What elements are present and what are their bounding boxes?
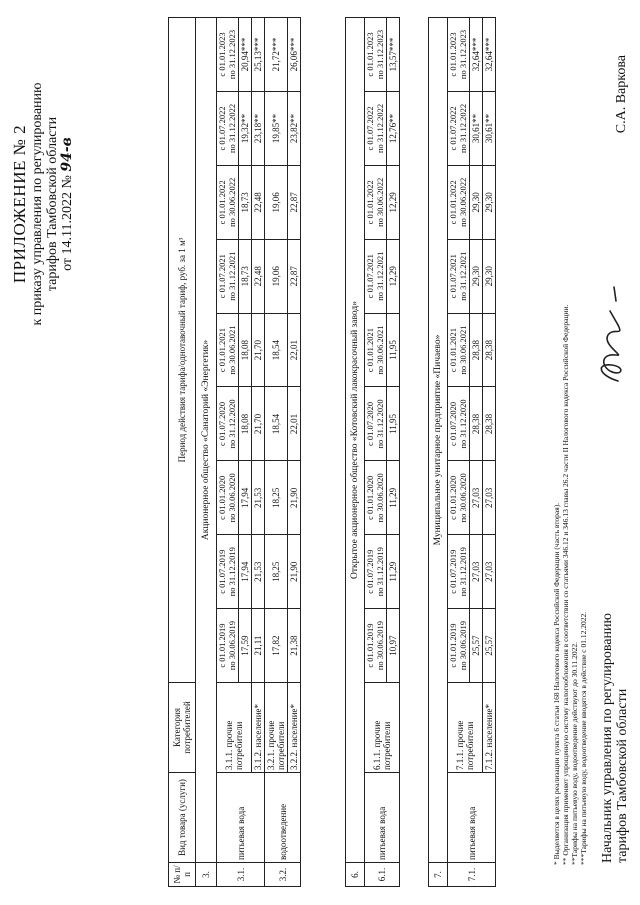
tariff-table-7	[428, 17, 496, 887]
table-row	[288, 18, 301, 887]
period-end: по 30.06.2021	[226, 325, 237, 375]
tariff-value: 22,87	[288, 239, 301, 313]
tariff-value: 25,57	[483, 609, 496, 683]
period-start: с 01.01.2023	[217, 32, 227, 77]
order-date: от 14.11.2022 №	[60, 175, 75, 271]
order-line: к приказу управления по регулированию	[30, 82, 45, 326]
period-header	[365, 165, 387, 239]
period-header	[217, 609, 239, 683]
tariff-value: 21,11	[252, 609, 265, 683]
period-header	[217, 92, 239, 166]
period-end: по 30.06.2022	[374, 177, 385, 227]
order-number: 94-в	[59, 137, 75, 172]
tariff-value: 27,03	[483, 461, 496, 535]
tariff-value: 21,90	[288, 535, 301, 609]
table-row	[252, 18, 265, 887]
period-end: по 30.06.2021	[374, 325, 385, 375]
period-start: с 01.07.2020	[448, 401, 458, 447]
tariff-value: 19,85**	[265, 92, 288, 166]
period-header	[448, 92, 470, 166]
row-no: 3.2.	[265, 863, 301, 887]
good-name: питьевая вода	[448, 773, 496, 863]
tariff-value: 26,06***	[288, 18, 301, 92]
period-header	[448, 313, 470, 387]
tariff-value: 22,01	[288, 313, 301, 387]
period-header	[217, 387, 239, 461]
period-header	[217, 18, 239, 92]
period-end: по 31.12.2019	[374, 547, 385, 597]
period-start: с 01.07.2020	[217, 401, 227, 447]
period-start: с 01.01.2019	[365, 623, 375, 668]
period-header	[217, 313, 239, 387]
period-end: по 31.12.2020	[374, 399, 385, 449]
period-header	[365, 239, 387, 313]
tariff-value: 11,95	[387, 313, 400, 387]
period-header	[217, 535, 239, 609]
tariff-value: 27,03	[483, 535, 496, 609]
period-end: по 31.12.2023	[374, 29, 385, 80]
period-header	[448, 387, 470, 461]
tariff-value: 22,48	[252, 239, 265, 313]
category-name: 6.1.1. прочие потребители	[365, 683, 400, 773]
period-end: по 30.06.2020	[374, 473, 385, 523]
org-name: Акционерное общество «Санаторий «Энергетик»	[196, 18, 217, 863]
period-start: с 01.07.2022	[365, 106, 375, 151]
period-start: с 01.01.2021	[365, 327, 375, 373]
tariff-value: 21,38	[288, 609, 301, 683]
tariff-value: 30,61**	[470, 92, 483, 166]
period-end: по 30.06.2021	[457, 325, 468, 375]
tariff-value: 18,54	[265, 313, 288, 387]
table-row	[265, 18, 288, 887]
tariff-value: 18,73	[239, 239, 252, 313]
section-no: 3.	[196, 863, 217, 887]
category-name: 7.1.1. прочие потребители	[448, 683, 483, 773]
tariff-value: 19,32**	[239, 92, 252, 166]
period-start: с 01.01.2022	[217, 180, 227, 225]
tariff-value: 19,06	[265, 239, 288, 313]
period-start: с 01.07.2021	[365, 254, 375, 299]
period-start: с 01.01.2020	[217, 475, 227, 520]
tariff-value: 30,61**	[483, 92, 496, 166]
period-end: по 31.12.2022	[226, 103, 237, 154]
period-end: по 31.12.2022	[457, 103, 468, 154]
category-name: 3.2.2. население*	[288, 683, 301, 773]
tariff-value: 25,13***	[252, 18, 265, 92]
period-start: с 01.07.2019	[217, 549, 227, 594]
footnote: ***Тарифы на питьевую воду, водоотведение вводятся в действие с 01.12.2022.	[579, 611, 588, 865]
tariff-value: 28,38	[483, 387, 496, 461]
col-no-header: № п/п	[169, 863, 196, 887]
tariff-value: 29,30	[483, 165, 496, 239]
periods-row	[448, 18, 470, 887]
tariff-value: 17,94	[239, 461, 252, 535]
period-end: по 30.06.2019	[457, 620, 468, 671]
tariff-value: 28,38	[470, 387, 483, 461]
org-name: Открытое акционерное общество «Котовский лакокрасочный завод»	[346, 18, 365, 863]
period-start: с 01.01.2022	[365, 180, 375, 225]
tariff-value: 18,08	[239, 313, 252, 387]
good-name: питьевая вода	[365, 773, 400, 863]
section-no: 6.	[346, 863, 365, 887]
tariff-value: 22,87	[288, 165, 301, 239]
period-start: с 01.01.2021	[448, 327, 458, 373]
tariff-value: 21,72***	[265, 18, 288, 92]
signatory-name: С.А. Варкова	[614, 55, 629, 134]
period-header	[365, 461, 387, 535]
period-header	[448, 239, 470, 313]
tariff-value: 13,57***	[387, 18, 400, 92]
tariff-value: 21,70	[252, 387, 265, 461]
good-name: водоотведение	[265, 773, 301, 863]
period-start: с 01.01.2020	[448, 475, 458, 520]
tariff-value: 18,25	[265, 461, 288, 535]
tariff-value: 29,30	[470, 165, 483, 239]
position-line: Начальник управления по регулированию	[600, 613, 615, 863]
tariff-value: 12,29	[387, 239, 400, 313]
tariff-value: 27,03	[470, 535, 483, 609]
period-start: с 01.01.2021	[217, 327, 227, 373]
period-end: по 31.12.2021	[374, 251, 385, 301]
period-header	[217, 165, 239, 239]
tariff-value: 27,03	[470, 461, 483, 535]
col-good-header: Вид товара (услуги)	[169, 773, 196, 863]
period-start: с 01.01.2023	[448, 32, 458, 77]
row-no: 3.1.	[217, 863, 265, 887]
footnote: **Тарифы на питьевую воду, водоотведение действуют до 30.11.2022.	[570, 641, 579, 865]
tariff-value: 22,01	[288, 387, 301, 461]
period-end: по 31.12.2019	[226, 547, 237, 597]
tariff-value: 11,95	[387, 387, 400, 461]
period-end: по 31.12.2021	[226, 251, 237, 301]
category-name: 3.1.2. население*	[252, 683, 265, 773]
period-header	[448, 609, 470, 683]
tariff-value: 17,59	[239, 609, 252, 683]
authority-line: тарифов Тамбовской области	[45, 116, 60, 292]
period-header	[365, 92, 387, 166]
tariff-value: 19,06	[265, 165, 288, 239]
period-header	[365, 18, 387, 92]
period-start: с 01.07.2019	[448, 549, 458, 594]
period-header	[448, 165, 470, 239]
tariff-value: 11,29	[387, 535, 400, 609]
section-no: 7.	[429, 863, 448, 887]
table-row	[483, 18, 496, 887]
org-name: Муниципальное унитарное предприятие «Пичаево»	[429, 18, 448, 863]
period-end: по 30.06.2019	[374, 620, 385, 671]
period-end: по 30.06.2022	[226, 177, 237, 227]
period-start: с 01.07.2021	[448, 254, 458, 299]
period-start: с 01.01.2019	[448, 623, 458, 668]
handwritten-signature	[592, 245, 632, 385]
tariff-value: 28,38	[483, 313, 496, 387]
row-no: 7.1.	[448, 863, 496, 887]
period-start: с 01.07.2021	[217, 254, 227, 299]
period-start: с 01.01.2020	[365, 475, 375, 520]
period-header	[365, 609, 387, 683]
period-start: с 01.07.2020	[365, 401, 375, 447]
category-name: 7.1.2. население*	[483, 683, 496, 773]
category-name: 3.1.1. прочие потребители	[217, 683, 252, 773]
period-header	[365, 387, 387, 461]
tariff-value: 22,48	[252, 165, 265, 239]
org-row	[196, 18, 217, 887]
tariff-table-6	[345, 17, 400, 887]
period-header	[365, 313, 387, 387]
period-header	[217, 239, 239, 313]
tariff-value: 11,29	[387, 461, 400, 535]
tariff-value: 21,53	[252, 535, 265, 609]
period-header	[365, 535, 387, 609]
footnote: * Выделяется в целях реализации пункта 6 статьи 168 Налогового кодекса Российской Федерации (часть вторая).	[552, 502, 561, 865]
appendix-header	[10, 24, 75, 384]
org-row	[346, 18, 365, 887]
period-end: по 30.06.2019	[226, 620, 237, 671]
period-end: по 31.12.2022	[374, 103, 385, 154]
org-row	[429, 18, 448, 887]
period-start: с 01.07.2022	[448, 106, 458, 151]
category-name: 3.2.1. прочие потребители	[265, 683, 288, 773]
tariff-value: 21,90	[288, 461, 301, 535]
period-start: с 01.01.2023	[365, 32, 375, 77]
row-no: 6.1.	[365, 863, 400, 887]
period-start: с 01.07.2019	[365, 549, 375, 594]
tariff-value: 32,64***	[483, 18, 496, 92]
position-line: тарифов Тамбовской области	[615, 688, 630, 863]
tariff-value: 21,53	[252, 461, 265, 535]
period-end: по 30.06.2020	[457, 473, 468, 523]
tariff-value: 12,76**	[387, 92, 400, 166]
period-header	[448, 535, 470, 609]
period-start: с 01.01.2019	[217, 623, 227, 668]
tariff-table-3	[168, 17, 301, 887]
period-header	[448, 461, 470, 535]
period-end: по 31.12.2023	[457, 29, 468, 80]
tariff-value: 28,38	[470, 313, 483, 387]
tariff-value: 12,29	[387, 165, 400, 239]
tariff-value: 23,18**	[252, 92, 265, 166]
tariff-value: 29,30	[470, 239, 483, 313]
tariff-value: 18,73	[239, 165, 252, 239]
signatory-position	[600, 613, 630, 863]
appendix-title: ПРИЛОЖЕНИЕ № 2	[10, 124, 29, 284]
footnotes	[552, 245, 588, 865]
period-end: по 30.06.2020	[226, 473, 237, 523]
tariff-value: 25,57	[470, 609, 483, 683]
tariff-value: 18,25	[265, 535, 288, 609]
good-name: питьевая вода	[217, 773, 265, 863]
tariff-value: 32,64***	[470, 18, 483, 92]
tariff-value: 17,82	[265, 609, 288, 683]
period-start: с 01.07.2022	[217, 106, 227, 151]
period-start: с 01.01.2022	[448, 180, 458, 225]
period-header	[448, 18, 470, 92]
tariff-value: 20,94***	[239, 18, 252, 92]
period-end: по 31.12.2023	[226, 29, 237, 80]
tariff-value: 21,70	[252, 313, 265, 387]
order-date-line	[60, 24, 75, 384]
col-category-header: Категория потребителей	[169, 683, 196, 773]
tariff-value: 17,94	[239, 535, 252, 609]
period-end: по 31.12.2020	[457, 399, 468, 449]
period-end: по 31.12.2019	[457, 547, 468, 597]
period-end: по 31.12.2021	[457, 251, 468, 301]
table-head-row	[169, 18, 196, 887]
footnote: ** Организация применяет упрощенную систему налогообложения в соответствии со статьями 346.12 и 346.13 главы 26.2 части II Налогового кодекса Российской Федерации.	[561, 304, 570, 865]
tariff-value: 18,08	[239, 387, 252, 461]
tariff-value: 18,54	[265, 387, 288, 461]
periods-row	[365, 18, 387, 887]
tariff-value: 23,82**	[288, 92, 301, 166]
period-header	[217, 461, 239, 535]
tariff-value: 29,30	[483, 239, 496, 313]
col-period-header: Период действия тарифа/однотавочный тариф, руб. за 1 м³	[169, 18, 196, 683]
period-end: по 30.06.2022	[457, 177, 468, 227]
periods-row	[217, 18, 239, 887]
period-end: по 31.12.2020	[226, 399, 237, 449]
tariff-value: 10,97	[387, 609, 400, 683]
